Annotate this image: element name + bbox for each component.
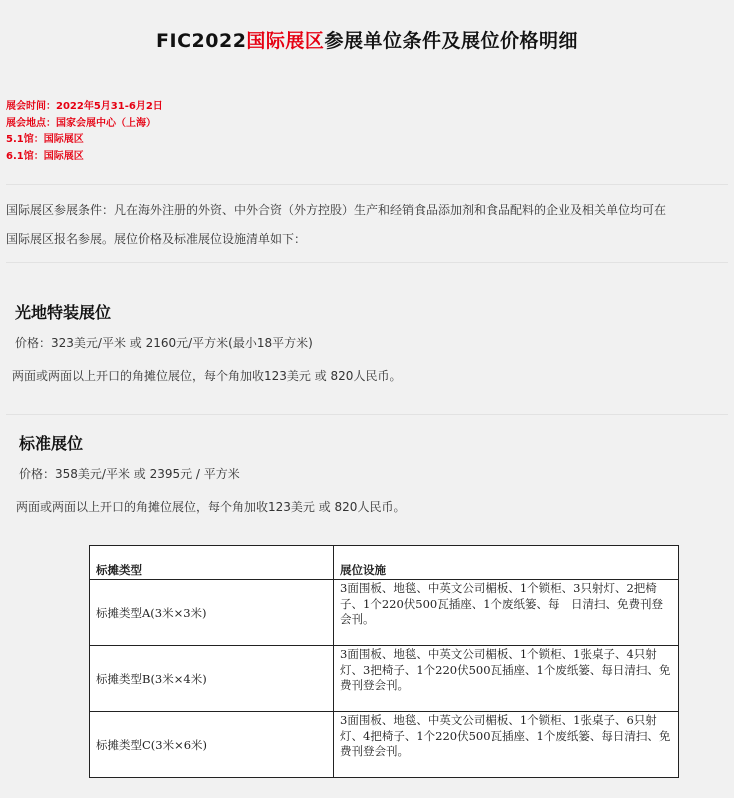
hall-6-1: 6.1馆：国际展区 — [6, 150, 84, 162]
divider — [6, 184, 728, 185]
standard-booth-price: 价格：358美元/平米 或 2395元 / 平方米 — [19, 467, 240, 481]
booth-type-cell: 标摊类型A(3米×3米) — [90, 580, 334, 646]
hall-5-1: 5.1馆：国际展区 — [6, 134, 84, 145]
title-highlight: 国际展区 — [246, 30, 325, 52]
exhibition-date: 展会时间：2022年5月31-6月2日 — [6, 101, 163, 112]
facilities-cell: 3面围板、地毯、中英文公司楣板、1个锁柜、1张桌子、4只射灯、3把椅子、1个220伏500瓦插座、1个废纸篓、每日清扫、免费刊登会刊。 — [334, 646, 679, 712]
divider — [6, 262, 728, 263]
facilities-cell: 3面围板、地毯、中英文公司楣板、1个锁柜、3只射灯、2把椅子、1个220伏500瓦插座、1个废纸篓、每 日清扫、免费刊登会刊。 — [334, 580, 679, 646]
title-suffix: 参展单位条件及展位价格明细 — [324, 30, 578, 52]
exhibition-info — [6, 99, 163, 165]
booth-type-cell: 标摊类型B(3米×4米) — [90, 646, 334, 712]
page-title — [0, 26, 734, 53]
divider — [6, 414, 728, 415]
table-row — [90, 580, 679, 646]
raw-space-title: 光地特装展位 — [15, 303, 112, 322]
raw-space-corner-fee: 两面或两面以上开口的角摊位展位，每个角加收123美元 或 820人民币。 — [12, 369, 402, 383]
standard-booth-corner-fee: 两面或两面以上开口的角摊位展位，每个角加收123美元 或 820人民币。 — [16, 500, 406, 514]
intro-line-1: 国际展区参展条件：凡在海外注册的外资、中外合资（外方控股）生产和经销食品添加剂和食品配料的企业及相关单位均可在 — [6, 203, 667, 217]
booth-table — [89, 545, 679, 778]
standard-booth-title: 标准展位 — [19, 434, 84, 453]
intro-paragraph — [6, 196, 728, 254]
raw-space-price: 价格：323美元/平米 或 2160元/平方米(最小18平方米) — [15, 336, 313, 350]
title-prefix: FIC2022 — [156, 30, 247, 52]
intro-line-2: 国际展区报名参展。展位价格及标准展位设施清单如下： — [6, 232, 307, 246]
header-facilities: 展位设施 — [334, 546, 679, 580]
exhibition-venue: 展会地点：国家会展中心（上海） — [6, 117, 156, 129]
table-header-row — [90, 546, 679, 580]
facilities-cell: 3面围板、地毯、中英文公司楣板、1个锁柜、1张桌子、6只射灯、4把椅子、1个220伏500瓦插座、1个废纸篓、每日清扫、免费刊登会刊。 — [334, 712, 679, 778]
booth-type-cell: 标摊类型C(3米×6米) — [90, 712, 334, 778]
header-booth-type: 标摊类型 — [90, 546, 334, 580]
table-row — [90, 712, 679, 778]
table-row — [90, 646, 679, 712]
